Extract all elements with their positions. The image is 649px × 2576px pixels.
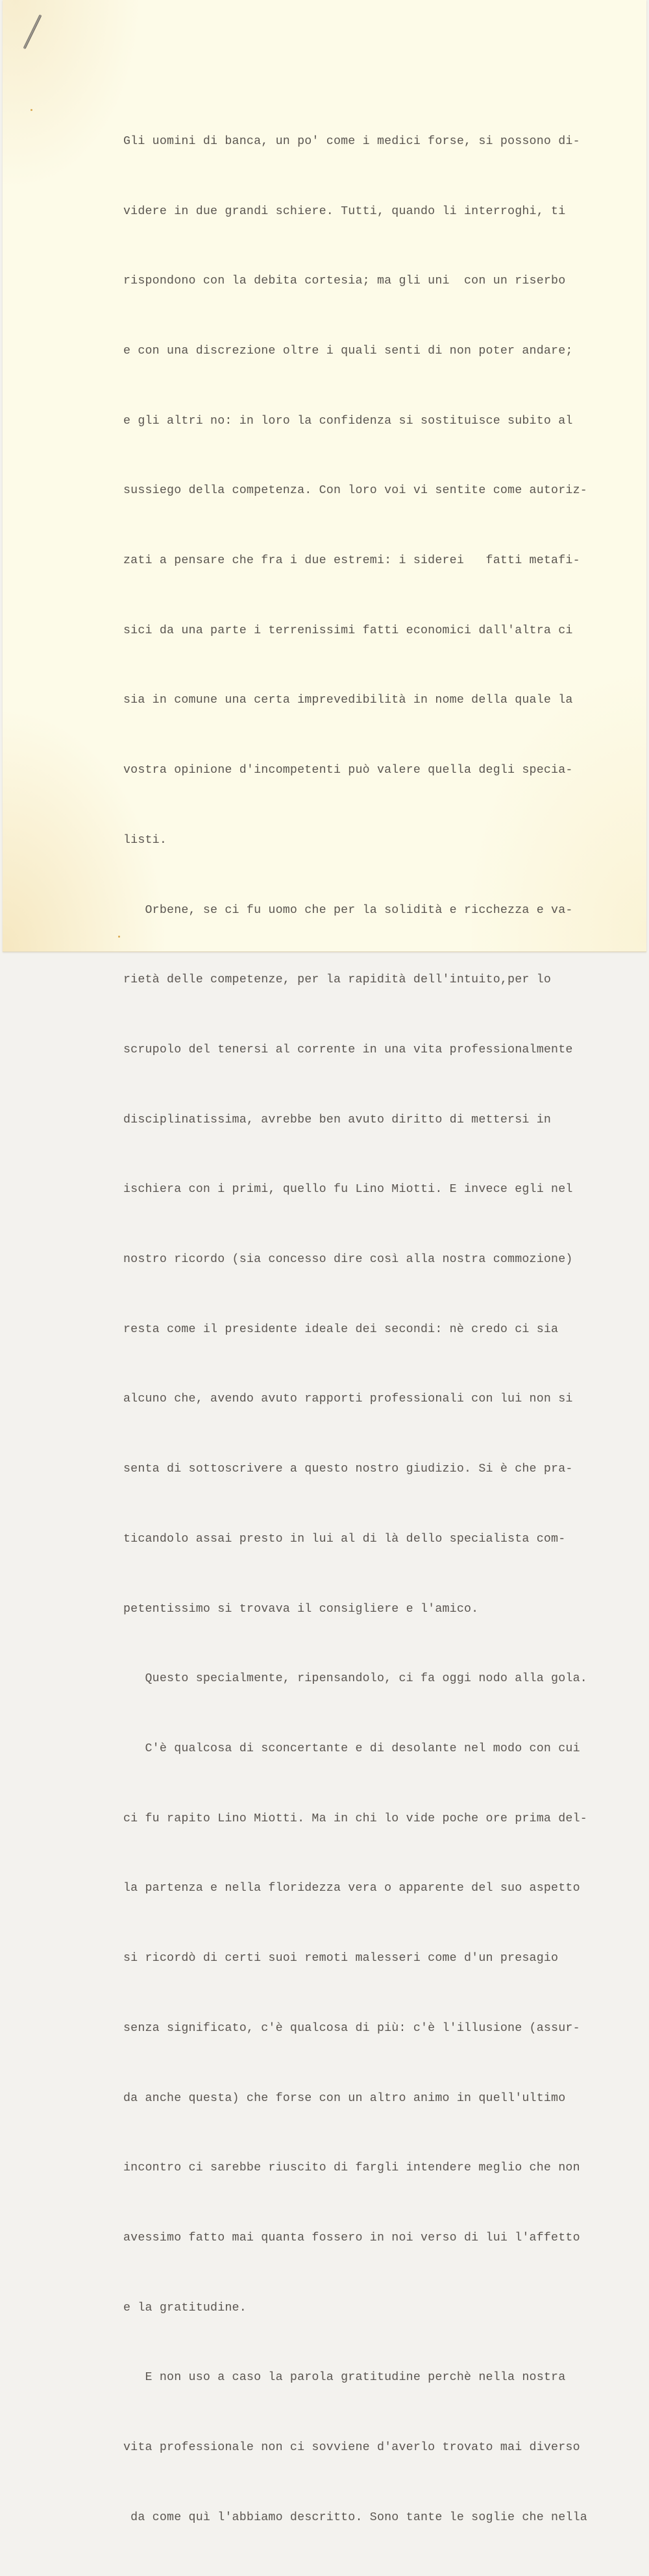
paper-speck — [31, 109, 32, 111]
text-line: scrupolo del tenersi al corrente in una vita professionalmente — [123, 1043, 573, 1056]
text-line: resta come il presidente ideale dei secondi: nè credo ci sia — [123, 1322, 559, 1336]
text-line: rietà delle competenze, per la rapidità dell'intuito,per lo — [123, 973, 552, 987]
text-line: ci fu rapito Lino Miotti. Ma in chi lo vide poche ore prima del- — [123, 1812, 587, 1825]
text-line: si ricordò di certi suoi remoti malesseri come d'un presagio — [123, 1952, 559, 1965]
paper-sheet — [3, 0, 646, 2524]
text-line: videre in due grandi schiere. Tutti, quando li interroghi, ti — [123, 204, 566, 218]
text-line: e con una discrezione oltre i quali senti di non poter andare; — [123, 344, 573, 358]
text-line: senza significato, c'è qualcosa di più: c'è l'illusione (assur- — [123, 2021, 580, 2035]
text-line: senta di sottoscrivere a questo nostro giudizio. Si è che pra- — [123, 1463, 573, 1476]
text-line: rispondono con la debita cortesia; ma gli uni con un riserbo — [123, 274, 566, 288]
text-line: Questo specialmente, ripensandolo, ci fa oggi nodo alla gola. — [123, 1672, 587, 1686]
text-line: vostra opinione d'incompetenti può valere quella degli specia- — [123, 764, 573, 777]
paper-speck — [118, 936, 120, 938]
text-line: Gli uomini di banca, un po' come i medici forse, si possono di- — [123, 134, 580, 148]
text-line: sia in comune una certa imprevedibilità in nome della quale la — [123, 694, 573, 707]
text-line: sussiego della competenza. Con loro voi vi sentite come autoriz- — [123, 484, 587, 498]
text-line: listi. — [123, 833, 167, 847]
text-line: da come quì l'abbiamo descritto. Sono tante le soglie che nella — [123, 2510, 587, 2524]
text-line: petentissimo si trovava il consigliere e l'amico. — [123, 1602, 479, 1616]
text-line: alcuno che, avendo avuto rapporti professionali con lui non si — [123, 1392, 573, 1406]
text-line: avessimo fatto mai quanta fossero in noi verso di lui l'affetto — [123, 2231, 580, 2244]
text-line: zati a pensare che fra i due estremi: i siderei fatti metafi- — [123, 554, 580, 568]
text-line: e gli altri no: in loro la confidenza si sostituisce subito al — [123, 414, 573, 428]
text-line: la partenza e nella floridezza vera o apparente del suo aspetto — [123, 1882, 580, 1895]
text-line: E non uso a caso la parola gratitudine perchè nella nostra — [123, 2371, 566, 2385]
staple-mark — [23, 14, 42, 49]
text-line: ischiera con i primi, quello fu Lino Miotti. E invece egli nel — [123, 1183, 573, 1197]
text-line: Orbene, se ci fu uomo che per la solidità e ricchezza e va- — [123, 903, 573, 917]
text-line: C'è qualcosa di sconcertante e di desolante nel modo con cui — [123, 1742, 580, 1755]
text-line: incontro ci sarebbe riuscito di fargli intendere meglio che non — [123, 2161, 580, 2175]
text-line: ticandolo assai presto in lui al di là dello specialista com- — [123, 1532, 566, 1546]
text-line: sici da una parte i terrenissimi fatti economici dall'altra ci — [123, 624, 573, 637]
text-line: nostro ricordo (sia concesso dire così alla nostra commozione) — [123, 1253, 573, 1267]
typewritten-body — [123, 84, 643, 2576]
text-line: vita professionale non ci sovviene d'averlo trovato mai diverso — [123, 2441, 580, 2455]
text-line: da anche questa) che forse con un altro animo in quell'ultimo — [123, 2091, 566, 2105]
text-line: disciplinatissima, avrebbe ben avuto diritto di mettersi in — [123, 1113, 552, 1126]
text-line: e la gratitudine. — [123, 2301, 247, 2315]
